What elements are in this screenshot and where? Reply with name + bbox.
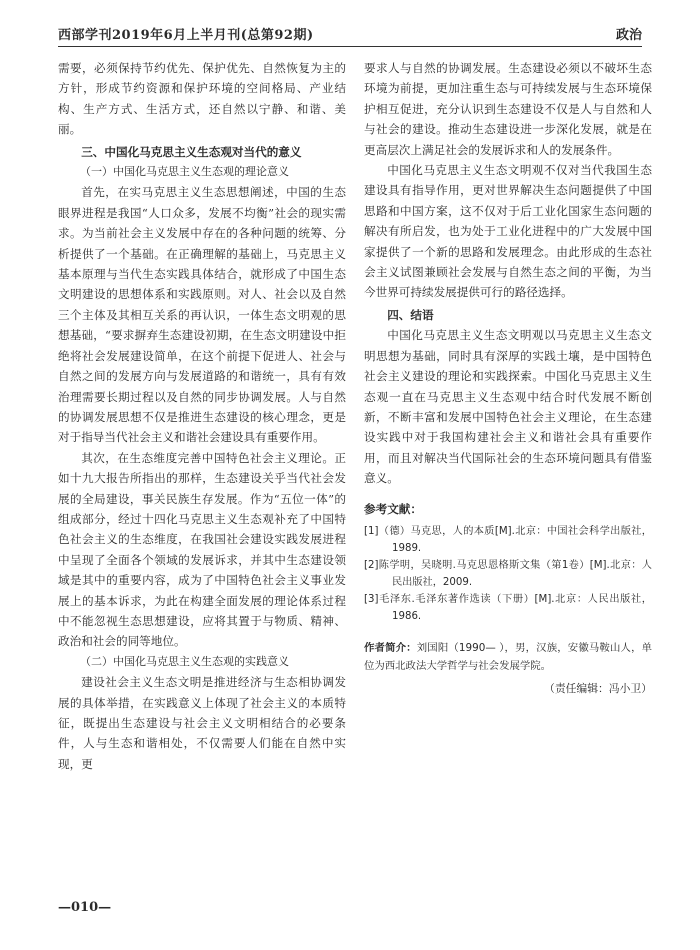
paragraph: 其次，在生态维度完善中国特色社会主义理论。正如十九大报告所指出的那样，生态建设关乎当代社会发展的全局建设，事关民族生存发展。作为“五位一体”的组成部分，经过十四化马克思主义生态观补充了中国特色社会主义的生态维度，在我国社会建设实践发展进程中呈现了全面各个领域的发展诉求，并其中生态建设领域是其中的重要内容，成为了中国特色社会主义事业发展上的基本诉求，为此在构建全面发展的理论体系过程中不能忽视生态思想建设，应将其置于与物质、精神、政治和社会的同等地位。 <box>58 450 346 649</box>
subheading-theory: （一）中国化马克思主义生态观的理论意义 <box>80 165 289 179</box>
reference-item: [2]陈学明，吴晓明.马克思恩格斯文集（第1卷）[M].北京：人民出版社，2009. <box>364 559 652 588</box>
paragraph-continued: 要求人与自然的协调发展。生态建设必须以不破坏生态环境为前提，更加注重生态与可持续发展与生态环境保护相互促进，充分认识到生态建设不仅是人与自然和人与社会的建设。推动生态建设进一步深化发展，就是在更高层次上满足社会的发展诉求和人的发展条件。 <box>364 61 652 157</box>
reference-list <box>364 523 652 625</box>
page-header <box>58 22 642 47</box>
section-heading-4: 四、结语 <box>387 307 434 322</box>
author-bio <box>364 639 652 675</box>
paragraph: 中国化马克思主义生态文明观以马克思主义生态文明思想为基础，同时具有深厚的实践土壤，是中国特色社会主义建设的理论和实践探索。中国化马克思主义生态观一直在马克思主义生态观中结合时代发展不断创新，不断丰富和发展中国特色社会主义理论，在生态建设实践中对于我国构建社会主义和谐社会具有重要作用，而且对解决当代国际社会的生态环境问题具有借鉴意义。 <box>364 328 652 486</box>
author-text: 刘国阳（1990— ），男，汉族，安徽马鞍山人，单位为西北政法大学哲学与社会发展学院。 <box>364 641 653 672</box>
references-title: 参考文献： <box>364 501 422 516</box>
reference-item: [1]（德）马克思，人的本质[M].北京：中国社会科学出版社，1989. <box>364 525 652 554</box>
author-label: 作者简介： <box>364 641 417 654</box>
reference-item: [3]毛泽东.毛泽东著作选读（下册）[M].北京：人民出版社，1986. <box>364 593 652 622</box>
responsible-editor: （责任编辑：冯小卫） <box>544 681 652 695</box>
left-column <box>58 58 346 774</box>
paragraph: 首先，在实马克思主义生态思想阐述，中国的生态眼界进程是我国“人口众多，发展不均衡”社会的现实需求。为当前社会主义发展中存在的各种问题的统筹、分析提供了一个基础。在正确理解的基础上，马克思主义基本原理与当代生态实践具体结合，就形成了中国生态文明建设的思想体系和实践原则。对人、社会以及自然三个主体及其相互关系的再认识，一体生态文明观的思想基础，“要求摒弃生态建设初期，在生态文明建设中拒绝将社会发展建设简单，在这个前提下促进人、社会与自然之间的发展方向与发展道路的和谐统一，具有有效治理需要长期过程以及自然的同步协调发展。人与自然的协调发展思想不仅是推进生态建设的核心理念，更是对于指导当代社会主义和谐社会建设具有重要作用。 <box>58 185 346 445</box>
paragraph: 中国化马克思主义生态文明观不仅对当代我国生态建设具有指导作用，更对世界解决生态问题提供了中国思路和中国方案，这不仅对于后工业化国家生态问题的解决有所启发，也为处于工业化进程中的广大发展中国家提供了一个新的思路和发展理念。由此形成的生态社会主义试图兼顾社会发展与自然生态之间的平衡，为当今世界可持续发展提供可行的路径选择。 <box>364 163 652 300</box>
subheading-practice: （二）中国化马克思主义生态观的实践意义 <box>80 654 289 668</box>
paragraph: 建设社会主义生态文明是推进经济与生态相协调发展的具体举措，在实践意义上体现了社会主义的本质特征，既提出生态建设与社会主义文明相结合的必要条件，人与生态和谐相处，不仅需要人们能在自然中实现，更 <box>58 675 346 771</box>
right-column <box>364 58 652 699</box>
page-number: —010— <box>58 900 112 915</box>
references <box>364 499 652 625</box>
journal-title: 西部学刊2019年6月上半月刊(总第92期) <box>58 28 314 43</box>
paragraph-continued: 需要，必须保持节约优先、保护优先、自然恢复为主的方针，形成节约资源和保护环境的空间格局、产业结构、生产方式、生活方式，还自然以宁静、和谐、美丽。 <box>58 61 346 137</box>
section-label: 政治 <box>615 28 642 43</box>
section-heading-3: 三、中国化马克思主义生态观对当代的意义 <box>81 144 302 159</box>
